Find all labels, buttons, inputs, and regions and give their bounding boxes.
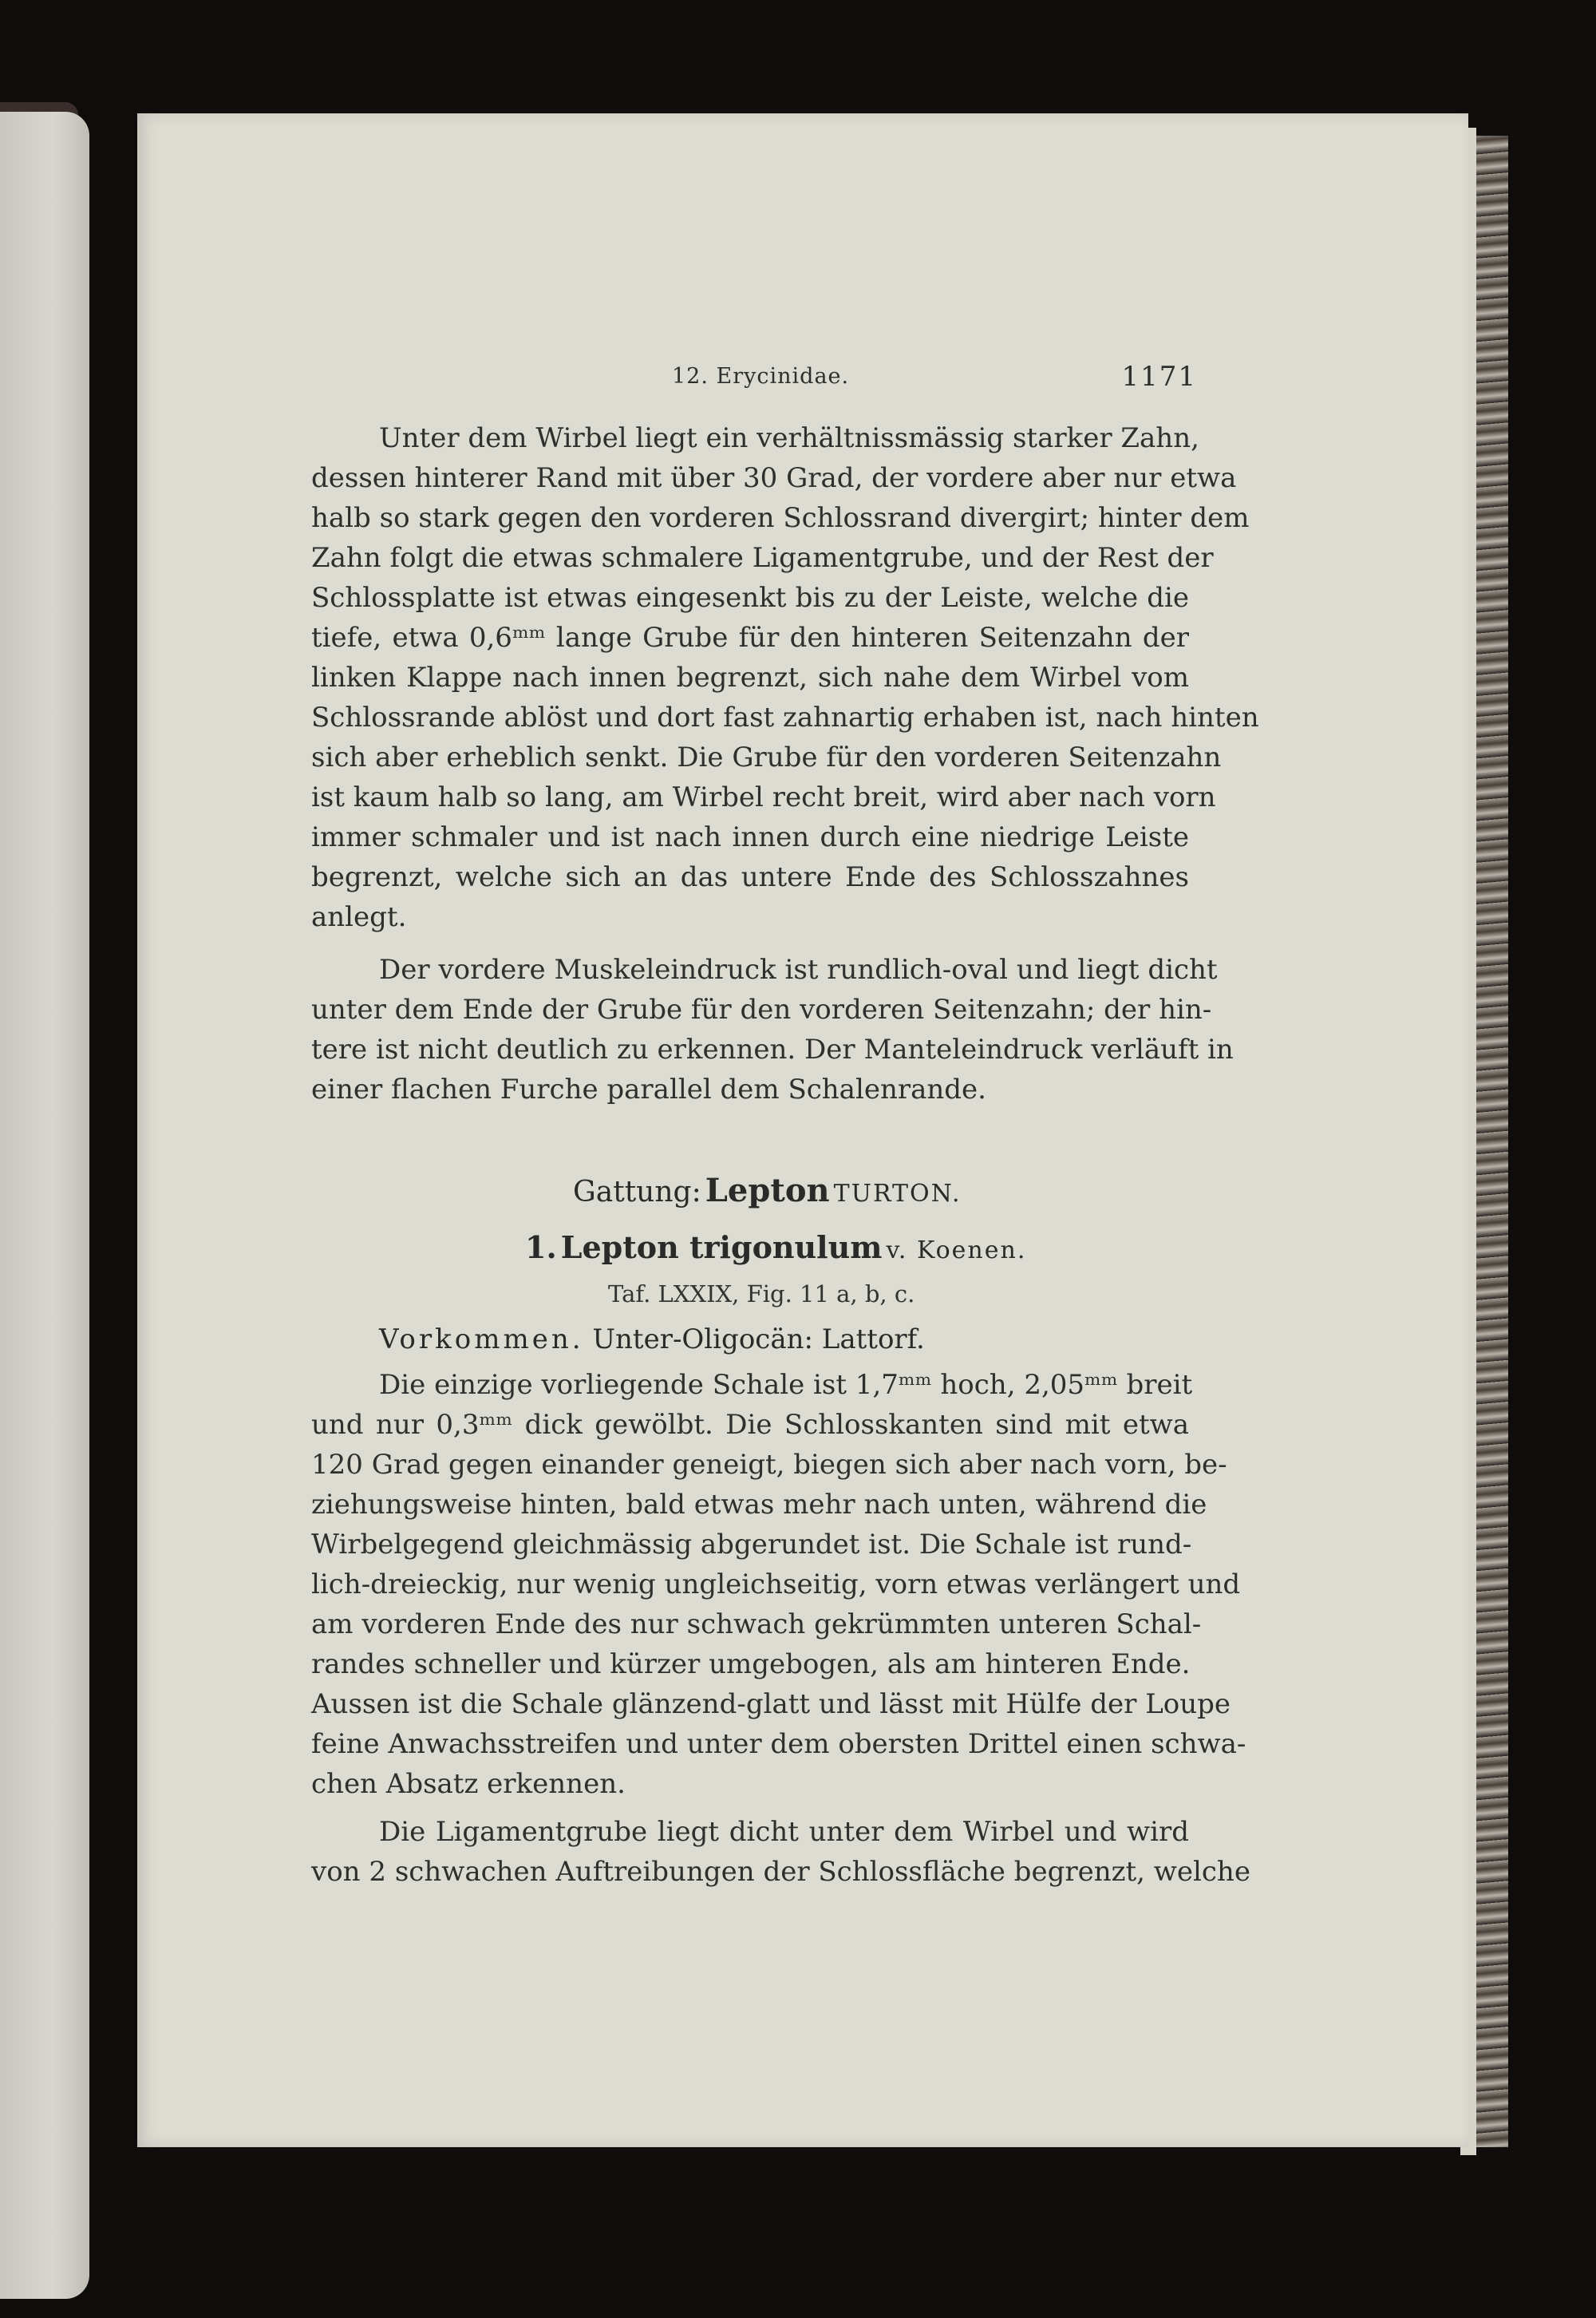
genus-name: Lepton [705, 1172, 830, 1209]
text-line: Die Ligamentgrube liegt dicht unter dem Wirbel und wird [379, 1816, 1189, 1848]
genus-label: Gattung: [573, 1176, 701, 1208]
text-line: lich-dreieckig, nur wenig ungleichseitig, vorn etwas verlängert und [311, 1568, 1241, 1600]
text-line: Schlossrande ablöst und dort fast zahnartig erhaben ist, nach hinten [311, 702, 1259, 734]
text-line: chen Absatz erkennen. [311, 1768, 626, 1800]
text-line: Aussen ist die Schale glänzend-glatt und lässt mit Hülfe der Loupe [311, 1688, 1231, 1720]
text-line: feine Anwachsstreifen und unter dem obersten Drittel einen schwa- [311, 1728, 1246, 1760]
text-line: linken Klappe nach innen begrenzt, sich nahe dem Wirbel vom [311, 662, 1189, 694]
running-head [638, 361, 1197, 412]
running-head-title: 12. Erycinidae. [672, 364, 850, 389]
text-line: am vorderen Ende des nur schwach gekrümmten unteren Schal- [311, 1608, 1202, 1640]
text-line: ist kaum halb so lang, am Wirbel recht breit, wird aber nach vorn [311, 781, 1216, 813]
left-page-edge [0, 112, 89, 2299]
species-number: 1. [525, 1229, 557, 1265]
text-line: 120 Grad gegen einander geneigt, biegen sich aber nach vorn, be- [311, 1449, 1227, 1481]
text-line: ziehungsweise hinten, bald etwas mehr nach unten, während die [311, 1489, 1207, 1521]
text-line: Unter dem Wirbel liegt ein verhältnissmässig starker Zahn, [379, 422, 1199, 454]
text-line: Der vordere Muskeleindruck ist rundlich-oval und liegt dicht [379, 954, 1218, 986]
text-line: sich aber erheblich senkt. Die Grube für den vorderen Seitenzahn [311, 742, 1222, 773]
genus-author: TURTON. [833, 1180, 962, 1208]
page-number: 1171 [1121, 361, 1197, 393]
occurrence-text: Unter-Oligocän: Lattorf. [592, 1323, 925, 1355]
text-line: immer schmaler und ist nach innen durch eine niedrige Leiste [311, 821, 1189, 853]
text-line: anlegt. [311, 901, 407, 933]
species-heading [525, 1229, 1026, 1265]
text-line: dessen hinterer Rand mit über 30 Grad, der vordere aber nur etwa [311, 462, 1237, 494]
text-line: Wirbelgegend gleichmässig abgerundet ist. Die Schale ist rund- [311, 1529, 1192, 1560]
occurrence-label: Vorkommen. [379, 1323, 584, 1355]
text-line: Zahn folgt die etwas schmalere Ligamentgrube, und der Rest der [311, 542, 1214, 574]
text-line: und nur 0,3ᵐᵐ dick gewölbt. Die Schlosskanten sind mit etwa [311, 1409, 1189, 1441]
text-line: Schlossplatte ist etwas eingesenkt bis zu der Leiste, welche die [311, 582, 1189, 614]
text-line: Die einzige vorliegende Schale ist 1,7ᵐᵐ hoch, 2,05ᵐᵐ breit [379, 1369, 1193, 1401]
text-line: randes schneller und kürzer umgebogen, als am hinteren Ende. [311, 1648, 1191, 1680]
genus-heading [573, 1172, 962, 1209]
text-line: unter dem Ende der Grube für den vorderen Seitenzahn; der hin- [311, 994, 1212, 1026]
text-line: halb so stark gegen den vorderen Schlossrand divergirt; hinter dem [311, 502, 1250, 534]
text-line: einer flachen Furche parallel dem Schalenrande. [311, 1074, 986, 1106]
text-line: tiefe, etwa 0,6ᵐᵐ lange Grube für den hinteren Seitenzahn der [311, 622, 1189, 654]
species-name: Lepton trigonulum [560, 1229, 883, 1265]
plate-reference: Taf. LXXIX, Fig. 11 a, b, c. [608, 1280, 915, 1307]
text-line: begrenzt, welche sich an das untere Ende des Schlosszahnes [311, 861, 1189, 893]
occurrence-line [379, 1323, 925, 1355]
text-line: tere ist nicht deutlich zu erkennen. Der Manteleindruck verläuft in [311, 1034, 1234, 1066]
text-line: von 2 schwachen Auftreibungen der Schlossfläche begrenzt, welche [311, 1856, 1250, 1888]
species-author: v. Koenen. [886, 1236, 1027, 1264]
